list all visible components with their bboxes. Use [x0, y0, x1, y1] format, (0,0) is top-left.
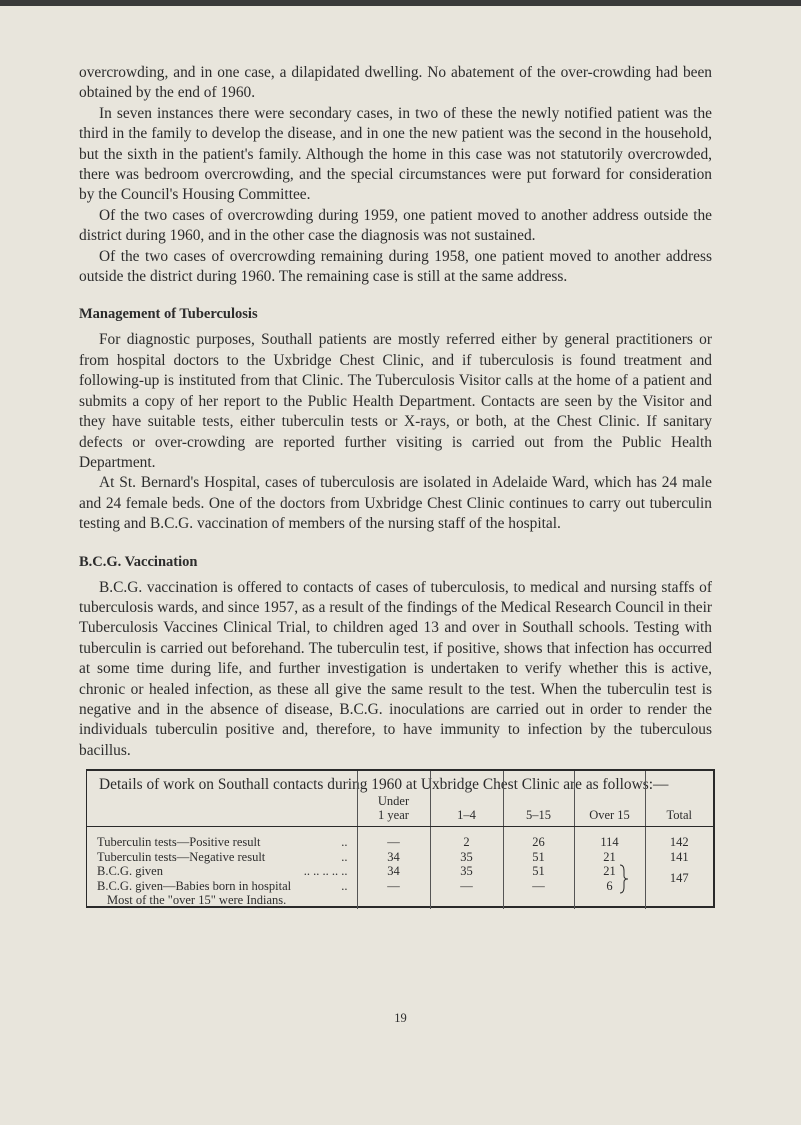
row-labels: [87, 827, 357, 909]
header-total: Total: [645, 771, 713, 827]
col-age-1-4: [430, 827, 503, 909]
col-under-1-year: [357, 827, 430, 909]
header-age-5-15: 5–15: [503, 771, 574, 827]
table-cell: 51: [532, 864, 545, 878]
table-header-row: [87, 771, 713, 827]
header-label-col: [87, 771, 357, 827]
heading-bcg-vaccination: B.C.G. Vaccination: [79, 553, 198, 570]
table-cell: 35: [460, 864, 473, 878]
heading-management-tuberculosis: Management of Tuberculosis: [79, 306, 258, 323]
paragraph-details-intro: Details of work on Southall contacts during 1960 at Uxbridge Chest Clinic are as follows:—: [99, 776, 669, 794]
table-cell: 2: [463, 835, 470, 849]
paragraph-secondary-cases: In seven instances there were secondary cases, in two of these the newly notified patient was the third in the family to develop the disease, and in one the new patient was the second in the household, but the sixth in the patient's family. Although the home in this case was not statutorily overcrowded, there was bedroom overcrowding, and the special circumstances were put forward for consideration by the Council's Housing Committee.: [79, 104, 712, 204]
table-cell: 35: [460, 849, 473, 864]
table-row-label: .. Tuberculin tests—Positive result: [97, 835, 348, 849]
table-row-label: .. B.C.G. given—Babies born in hospital: [97, 878, 348, 893]
table-cell: 26: [532, 835, 545, 849]
table-cell: 114: [600, 835, 619, 849]
table-cell: 34: [387, 849, 400, 864]
header-over-15: Over 15: [574, 771, 645, 827]
paragraph-1958-cases: Of the two cases of overcrowding remaining during 1958, one patient moved to another address outside the district during 1960. The remaining case is still at the same address.: [79, 247, 712, 286]
paragraph-st-bernards: At St. Bernard's Hospital, cases of tuberculosis are isolated in Adelaide Ward, which has 24 male and 24 female beds. One of the doctors from Uxbridge Chest Clinic continues to carry out tuberculin testing and B.C.G. vaccination of members of the nursing staff of the hospital.: [79, 474, 712, 533]
col-over-15: [574, 827, 645, 909]
table-cell: 141: [669, 849, 689, 864]
table-cell: —: [532, 878, 545, 893]
table-cell: 147: [669, 871, 689, 885]
document-page: [79, 63, 712, 796]
table-cell: 6: [606, 878, 613, 893]
col-age-5-15: [503, 827, 574, 909]
header-age-1-4: 1–4: [430, 771, 503, 827]
header-under-line1: Under: [377, 794, 410, 808]
table-row-label: .. Tuberculin tests—Negative result: [97, 849, 348, 864]
header-under-1-year: [357, 771, 430, 827]
page-top-edge: [0, 0, 801, 6]
paragraph-1959-cases: Of the two cases of overcrowding during 1959, one patient moved to another address outside the district during 1960, and in the other case the diagnosis was not sustained.: [79, 206, 712, 245]
page-number: 19: [394, 1011, 407, 1025]
table-cell: —: [387, 835, 400, 849]
table-cell: 51: [532, 849, 545, 864]
paragraph-diagnostic-purposes: For diagnostic purposes, Southall patients are mostly referred either by general practitioners or from hospital doctors to the Uxbridge Chest Clinic, and if tuberculosis is found treatment and following-up is instituted from that Clinic. The Tuberculosis Visitor calls at the home of a patient and submits a copy of her report to the Public Health Department. Contacts are seen by the Visitor and they have suitable tests, either tuberculin tests or X-rays, or both, at the Chest Clinic. If sanitary defects or over-crowding are reported further visiting is carried out from the Public Health Department.: [79, 331, 712, 471]
table-row-label: .. .. .. .. .. B.C.G. given: [97, 864, 348, 878]
paragraph-overcrowding-continued: overcrowding, and in one case, a dilapidated dwelling. No abatement of the over-crowding had been obtained by the end of 1960.: [79, 64, 712, 102]
col-total: [645, 827, 713, 909]
table-cell: —: [387, 878, 400, 893]
header-under-line2: 1 year: [378, 808, 409, 822]
table-cell: 142: [669, 835, 689, 849]
table-body-row: [87, 827, 713, 909]
brace-icon: [619, 864, 629, 894]
table-cell: 21: [603, 849, 616, 864]
paragraph-bcg-offered: B.C.G. vaccination is offered to contacts of cases of tuberculosis, to medical and nursing staffs of tuberculosis wards, and since 1957, as a result of the findings of the Medical Research Council in their Tuberculosis Vaccines Clinical Trial, to children aged 13 and over in Southall schools. Testing with tuberculin is carried out beforehand. The tuberculin test, if positive, shows that infection has occurred at some time during life, and further investigation is undertaken to verify whether this is active, chronic or healed infection, as these all give the same result to the test. When the tuberculin test is negative and in the absence of disease, B.C.G. inoculations are carried out in order to render the individuals tuberculin positive and, therefore, to have immunity to infection by the tuberculous bacillus.: [79, 578, 712, 759]
table-cell: —: [460, 878, 473, 893]
table-cell: 21: [603, 864, 616, 878]
contacts-table: [86, 769, 715, 908]
table-cell: 34: [387, 864, 400, 878]
table-note: Most of the "over 15" were Indians.: [107, 893, 287, 907]
